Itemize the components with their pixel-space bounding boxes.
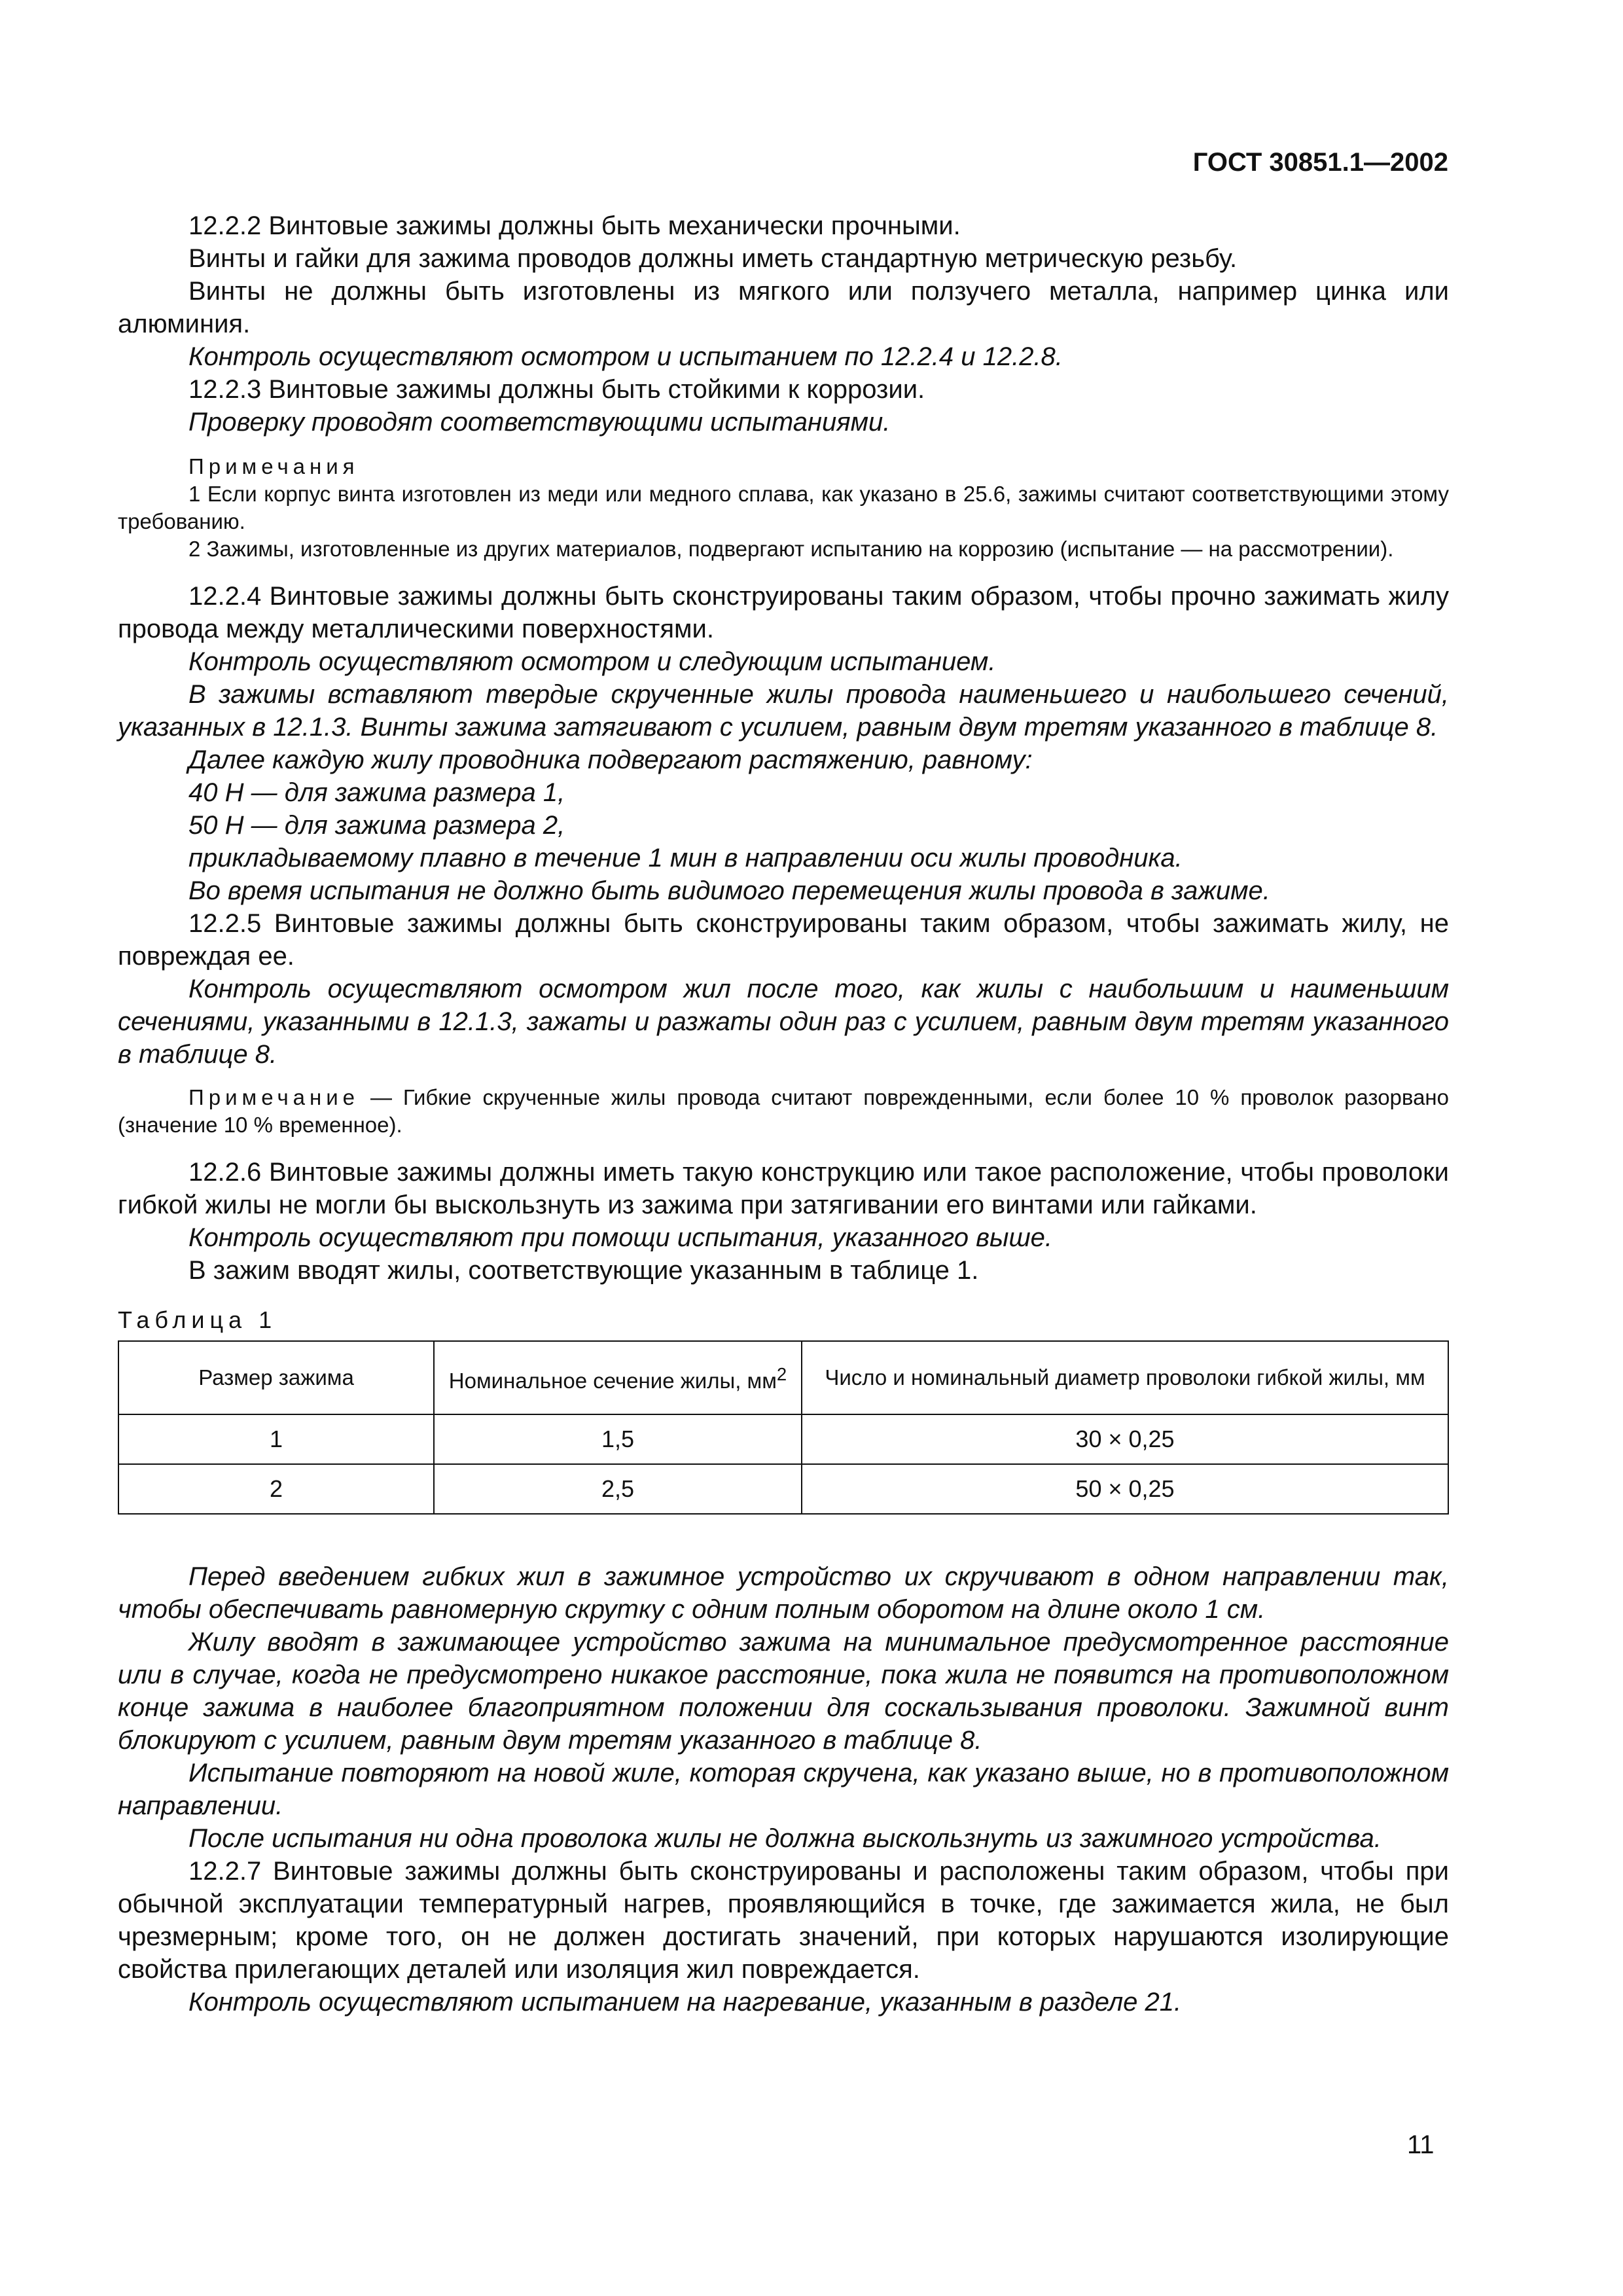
- superscript: 2: [776, 1364, 787, 1384]
- note-item: 1 Если корпус винта изготовлен из меди или медного сплава, как указано в 25.6, зажимы считают соответствующими этому требованию.: [118, 482, 1449, 533]
- paragraph: Винты и гайки для зажима проводов должны иметь стандартную метрическую резьбу.: [188, 244, 1238, 273]
- paragraph: Проверку проводят соответствующими испытаниями.: [188, 408, 891, 437]
- paragraph: Контроль осуществляют при помощи испытания, указанного выше.: [188, 1223, 1052, 1252]
- page-content: [118, 209, 1449, 2018]
- paragraph: После испытания ни одна проволока жилы не должна выскользнуть из зажимного устройства.: [188, 1824, 1382, 1853]
- section-bottom: [118, 1560, 1449, 2018]
- table-row: [118, 1464, 1448, 1514]
- column-header: [434, 1341, 802, 1414]
- table-cell: 2,5: [434, 1464, 802, 1514]
- paragraph: 12.2.6 Винтовые зажимы должны иметь такую конструкцию или такое расположение, чтобы проволоки гибкой жилы не могли бы выскользнуть из зажима при затягивании его винтами или гайками.: [118, 1158, 1449, 1219]
- table-cell: 2: [118, 1464, 434, 1514]
- table-cell: 50 × 0,25: [802, 1464, 1448, 1514]
- column-header-text: Номинальное сечение жилы, мм: [448, 1369, 777, 1393]
- paragraph: Винты не должны быть изготовлены из мягкого или ползучего металла, например цинка или алюминия.: [118, 277, 1449, 338]
- table-cell: 30 × 0,25: [802, 1414, 1448, 1464]
- paragraph: Испытание повторяют на новой жиле, которая скручена, как указано выше, но в противоположном направлении.: [118, 1759, 1449, 1820]
- paragraph: Во время испытания не должно быть видимого перемещения жилы провода в зажиме.: [188, 876, 1270, 905]
- table-header-row: [118, 1341, 1448, 1414]
- section-top: [118, 209, 1449, 439]
- table-cell: 1: [118, 1414, 434, 1464]
- paragraph: Контроль осуществляют осмотром и испытанием по 12.2.4 и 12.2.8.: [188, 342, 1063, 371]
- note-text: — Гибкие скрученные жилы провода считают поврежденными, если более 10 % проволок разорвано (значение 10 % временное).: [118, 1085, 1449, 1137]
- section-middle: [118, 580, 1449, 1071]
- paragraph: 50 Н — для зажима размера 2,: [188, 811, 565, 840]
- paragraph: Далее каждую жилу проводника подвергают растяжению, равному:: [188, 745, 1033, 774]
- column-header: Число и номинальный диаметр проволоки гибкой жилы, мм: [802, 1341, 1448, 1414]
- paragraph: 12.2.4 Винтовые зажимы должны быть сконструированы таким образом, чтобы прочно зажимать жилу провода между металлическими поверхностями.: [118, 582, 1449, 643]
- paragraph: 12.2.5 Винтовые зажимы должны быть сконструированы таким образом, чтобы зажимать жилу, не повреждая ее.: [118, 909, 1449, 971]
- page-number: 11: [1407, 2130, 1435, 2159]
- table-row: [118, 1414, 1448, 1464]
- note-paragraph: [118, 1084, 1449, 1139]
- paragraph: В зажим вводят жилы, соответствующие указанным в таблице 1.: [188, 1256, 979, 1285]
- paragraph: Контроль осуществляют осмотром жил после того, как жилы с наибольшим и наименьшим сечениями, указанными в 12.1.3, зажаты и разжаты один раз с усилием, равным двум третям указанного в таблице 8.: [118, 975, 1449, 1069]
- paragraph: 12.2.3 Винтовые зажимы должны быть стойкими к коррозии.: [188, 375, 925, 404]
- paragraph: прикладываемому плавно в течение 1 мин в направлении оси жилы проводника.: [188, 844, 1183, 872]
- paragraph: 12.2.7 Винтовые зажимы должны быть сконструированы и расположены таким образом, чтобы при обычной эксплуатации температурный нагрев, проявляющийся в точке, где зажимается жила, не был чрезмерным; кроме того, он не должен достигать значений, при которых нарушаются изолирующие свойства прилегающих деталей или изоляция жил повреждается.: [118, 1857, 1449, 1984]
- column-header: Размер зажима: [118, 1341, 434, 1414]
- section-pre-table: [118, 1156, 1449, 1287]
- note-item: 2 Зажимы, изготовленные из других материалов, подвергают испытанию на коррозию (испытание — на рассмотрении).: [188, 537, 1394, 561]
- paragraph: 12.2.2 Винтовые зажимы должны быть механически прочными.: [188, 211, 961, 240]
- notes-title: Примечания: [188, 454, 359, 478]
- table-cell: 1,5: [434, 1414, 802, 1464]
- note-label: Примечание: [188, 1085, 360, 1109]
- document-number: ГОСТ 30851.1—2002: [1192, 148, 1448, 177]
- paragraph: Контроль осуществляют испытанием на нагревание, указанным в разделе 21.: [188, 1988, 1182, 2017]
- conductor-table: [118, 1340, 1449, 1515]
- paragraph: Контроль осуществляют осмотром и следующим испытанием.: [188, 647, 996, 676]
- note-inline: [118, 1084, 1449, 1139]
- table-title: Таблица 1: [118, 1306, 277, 1333]
- paragraph: Перед введением гибких жил в зажимное устройство их скручивают в одном направлении так, чтобы обеспечивать равномерную скрутку с одним полным оборотом на длине около 1 см.: [118, 1562, 1449, 1624]
- paragraph: В зажимы вставляют твердые скрученные жилы провода наименьшего и наибольшего сечений, указанных в 12.1.3. Винты зажима затягивают с усилием, равным двум третям указанного в таблице 8.: [118, 680, 1449, 742]
- notes-block: [118, 453, 1449, 563]
- paragraph: Жилу вводят в зажимающее устройство зажима на минимальное предусмотренное расстояние или в случае, когда не предусмотрено никакое расстояние, пока жила не появится на противоположном конце зажима в наиболее благоприятном положении для соскальзывания проволоки. Зажимной винт блокируют с усилием, равным двум третям указанного в таблице 8.: [118, 1628, 1449, 1755]
- paragraph: 40 Н — для зажима размера 1,: [188, 778, 565, 807]
